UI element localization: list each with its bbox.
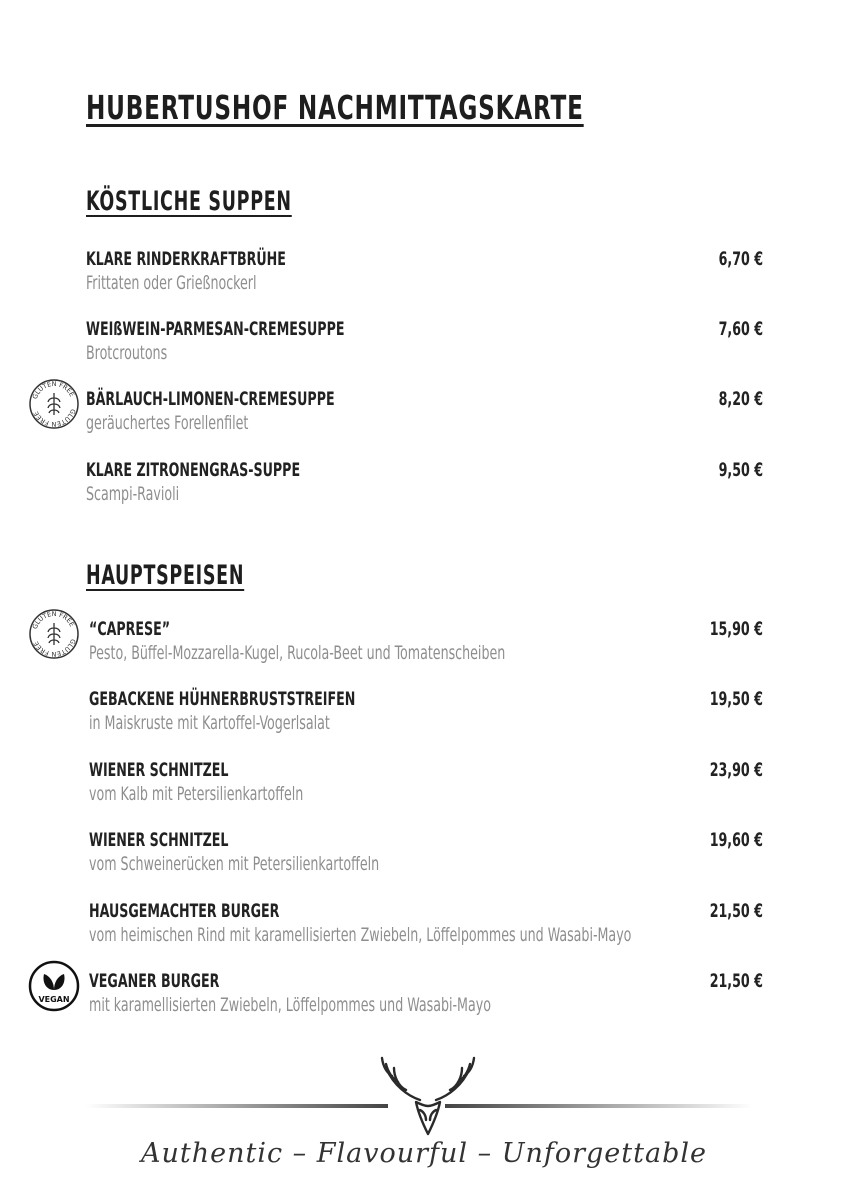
- item-price: 23,90 €: [709, 759, 763, 781]
- svg-text:GLUTEN FREE: GLUTEN FREE: [32, 407, 78, 429]
- item-name: WEIßWEIN-PARMESAN-CREMESUPPE: [86, 318, 345, 340]
- item-price: 8,20 €: [718, 388, 763, 410]
- menu-item: [0, 248, 848, 300]
- item-description: vom Schweinerücken mit Petersilienkartoffeln: [89, 853, 380, 875]
- menu-item: [0, 759, 848, 811]
- item-description: geräuchertes Forellenfilet: [86, 412, 249, 434]
- menu-item: [0, 829, 848, 881]
- item-price: 9,50 €: [718, 459, 763, 481]
- vegan-icon: [28, 960, 80, 1012]
- item-description: Frittaten oder Grießnockerl: [86, 272, 257, 294]
- svg-text:VEGAN: VEGAN: [38, 995, 70, 1004]
- item-description: vom heimischen Rind mit karamellisierten Zwiebeln, Löffelpommes und Wasabi-Mayo: [89, 924, 632, 946]
- menu-item: [0, 688, 848, 740]
- item-price: 21,50 €: [709, 900, 763, 922]
- menu-item: [0, 379, 848, 440]
- item-name: “CAPRESE”: [89, 618, 171, 640]
- svg-text:GLUTEN FREE: GLUTEN FREE: [30, 379, 76, 401]
- item-description: mit karamellisierten Zwiebeln, Löffelpommes und Wasabi-Mayo: [89, 994, 491, 1016]
- menu-title: HUBERTUSHOF NACHMITTAGSKARTE: [86, 88, 584, 127]
- item-name: BÄRLAUCH-LIMONEN-CREMESUPPE: [86, 388, 335, 410]
- svg-text:GLUTEN FREE: GLUTEN FREE: [32, 637, 78, 659]
- item-name: GEBACKENE HÜHNERBRUSTSTREIFEN: [89, 688, 356, 710]
- gluten-free-icon: [28, 378, 80, 430]
- item-name: HAUSGEMACHTER BURGER: [89, 900, 280, 922]
- stag-head-icon: [368, 1042, 488, 1142]
- item-description: Scampi-Ravioli: [86, 483, 180, 505]
- item-description: in Maiskruste mit Kartoffel-Vogerlsalat: [89, 712, 330, 734]
- menu-item: [0, 900, 848, 952]
- item-description: vom Kalb mit Petersilienkartoffeln: [89, 783, 304, 805]
- item-price: 6,70 €: [718, 248, 763, 270]
- item-price: 21,50 €: [709, 970, 763, 992]
- footer-divider-right: [445, 1104, 753, 1108]
- menu-item: [0, 970, 848, 1022]
- item-name: VEGANER BURGER: [89, 970, 220, 992]
- section-heading-mains: HAUPTSPEISEN: [86, 560, 245, 591]
- item-name: WIENER SCHNITZEL: [89, 759, 229, 781]
- section-heading-soups: KÖSTLICHE SUPPEN: [86, 186, 292, 217]
- menu-item: [0, 318, 848, 370]
- item-price: 19,50 €: [709, 688, 763, 710]
- item-price: 19,60 €: [709, 829, 763, 851]
- gluten-free-icon: [28, 608, 80, 660]
- item-name: KLARE ZITRONENGRAS-SUPPE: [86, 459, 301, 481]
- menu-item: [0, 609, 848, 670]
- menu-item: [0, 459, 848, 511]
- footer-tagline: Authentic – Flavourful – Unforgettable: [141, 1138, 707, 1169]
- item-price: 15,90 €: [709, 618, 763, 640]
- item-description: Brotcroutons: [86, 342, 168, 364]
- item-price: 7,60 €: [718, 318, 763, 340]
- item-name: WIENER SCHNITZEL: [89, 829, 229, 851]
- svg-text:GLUTEN FREE: GLUTEN FREE: [30, 609, 76, 631]
- item-name: KLARE RINDERKRAFTBRÜHE: [86, 248, 286, 270]
- footer-divider-left: [86, 1104, 388, 1108]
- item-description: Pesto, Büffel-Mozzarella-Kugel, Rucola-Beet und Tomatenscheiben: [89, 642, 506, 664]
